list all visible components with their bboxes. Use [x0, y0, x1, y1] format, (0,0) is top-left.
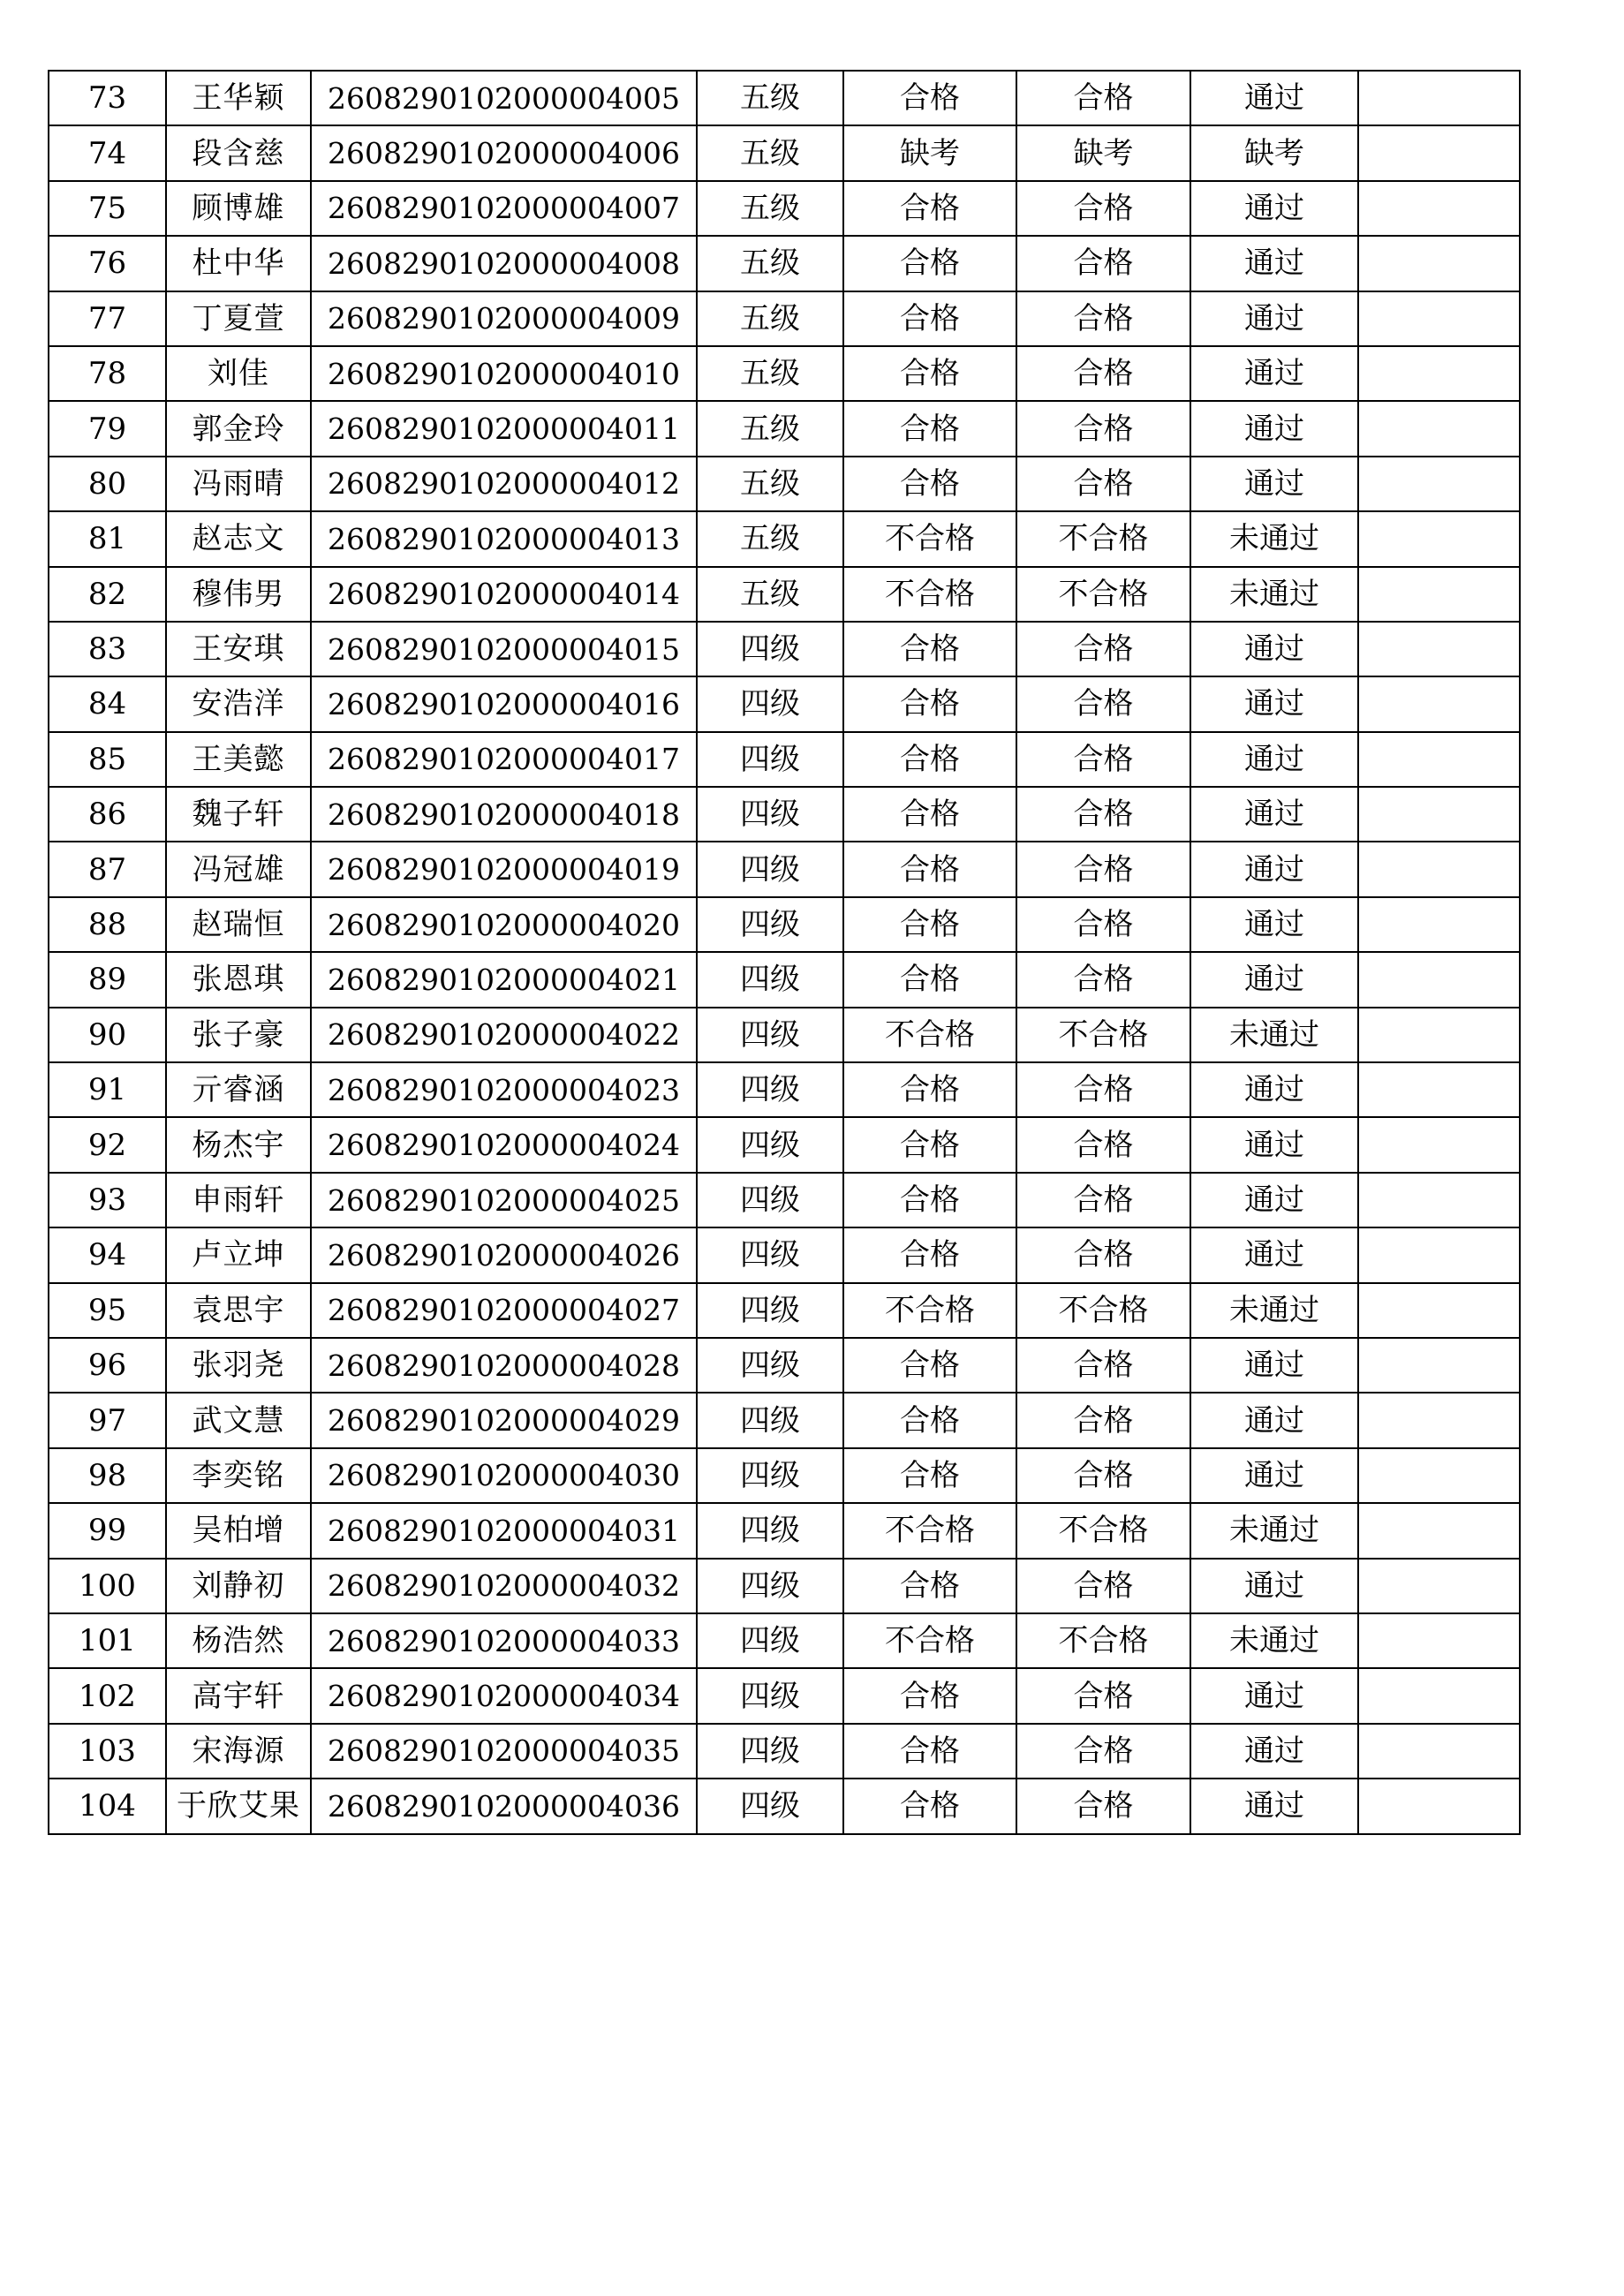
remarks-cell	[1358, 952, 1520, 1007]
row-number-cell: 100	[49, 1559, 166, 1613]
level-cell: 四级	[697, 952, 843, 1007]
remarks-cell	[1358, 1448, 1520, 1503]
theory-result-cell: 合格	[843, 1173, 1016, 1227]
final-result-cell: 未通过	[1190, 1613, 1358, 1668]
table-row	[49, 787, 1520, 842]
final-result-cell: 通过	[1190, 1117, 1358, 1172]
final-result-cell: 未通过	[1190, 567, 1358, 622]
candidate-id-cell: 2608290102000004005	[311, 71, 697, 125]
table-row	[49, 1008, 1520, 1062]
level-cell: 五级	[697, 346, 843, 401]
theory-result-cell: 不合格	[843, 1613, 1016, 1668]
skill-result-cell: 合格	[1016, 897, 1190, 952]
table-row	[49, 1668, 1520, 1723]
name-cell: 魏子轩	[166, 787, 311, 842]
row-number-cell: 92	[49, 1117, 166, 1172]
candidate-id-cell: 2608290102000004028	[311, 1338, 697, 1393]
skill-result-cell: 合格	[1016, 1668, 1190, 1723]
table-row	[49, 897, 1520, 952]
remarks-cell	[1358, 1613, 1520, 1668]
theory-result-cell: 合格	[843, 787, 1016, 842]
candidate-id-cell: 2608290102000004034	[311, 1668, 697, 1723]
name-cell: 卢立坤	[166, 1227, 311, 1282]
results-body	[49, 71, 1520, 1834]
row-number-cell: 80	[49, 457, 166, 511]
theory-result-cell: 合格	[843, 236, 1016, 291]
level-cell: 五级	[697, 125, 843, 180]
name-cell: 武文慧	[166, 1393, 311, 1447]
row-number-cell: 89	[49, 952, 166, 1007]
name-cell: 郭金玲	[166, 401, 311, 456]
table-row	[49, 676, 1520, 731]
table-row	[49, 1724, 1520, 1779]
final-result-cell: 通过	[1190, 1393, 1358, 1447]
skill-result-cell: 缺考	[1016, 125, 1190, 180]
skill-result-cell: 合格	[1016, 346, 1190, 401]
row-number-cell: 77	[49, 291, 166, 346]
skill-result-cell: 合格	[1016, 1117, 1190, 1172]
name-cell: 李奕铭	[166, 1448, 311, 1503]
table-row	[49, 125, 1520, 180]
level-cell: 四级	[697, 1338, 843, 1393]
name-cell: 丁夏萱	[166, 291, 311, 346]
theory-result-cell: 合格	[843, 401, 1016, 456]
skill-result-cell: 合格	[1016, 622, 1190, 676]
level-cell: 四级	[697, 1062, 843, 1117]
skill-result-cell: 合格	[1016, 291, 1190, 346]
skill-result-cell: 合格	[1016, 71, 1190, 125]
table-row	[49, 622, 1520, 676]
table-row	[49, 1779, 1520, 1833]
row-number-cell: 104	[49, 1779, 166, 1833]
level-cell: 四级	[697, 842, 843, 896]
row-number-cell: 74	[49, 125, 166, 180]
theory-result-cell: 合格	[843, 622, 1016, 676]
level-cell: 五级	[697, 457, 843, 511]
row-number-cell: 102	[49, 1668, 166, 1723]
level-cell: 四级	[697, 1393, 843, 1447]
skill-result-cell: 合格	[1016, 1173, 1190, 1227]
candidate-id-cell: 2608290102000004032	[311, 1559, 697, 1613]
remarks-cell	[1358, 732, 1520, 787]
theory-result-cell: 合格	[843, 181, 1016, 236]
remarks-cell	[1358, 511, 1520, 566]
candidate-id-cell: 2608290102000004012	[311, 457, 697, 511]
remarks-cell	[1358, 1724, 1520, 1779]
skill-result-cell: 合格	[1016, 1338, 1190, 1393]
name-cell: 王美懿	[166, 732, 311, 787]
candidate-id-cell: 2608290102000004014	[311, 567, 697, 622]
candidate-id-cell: 2608290102000004017	[311, 732, 697, 787]
table-row	[49, 1613, 1520, 1668]
final-result-cell: 通过	[1190, 1779, 1358, 1833]
candidate-id-cell: 2608290102000004010	[311, 346, 697, 401]
candidate-id-cell: 2608290102000004021	[311, 952, 697, 1007]
theory-result-cell: 缺考	[843, 125, 1016, 180]
name-cell: 刘静初	[166, 1559, 311, 1613]
table-row	[49, 567, 1520, 622]
name-cell: 顾博雄	[166, 181, 311, 236]
remarks-cell	[1358, 787, 1520, 842]
theory-result-cell: 合格	[843, 1393, 1016, 1447]
final-result-cell: 通过	[1190, 1724, 1358, 1779]
theory-result-cell: 合格	[843, 1448, 1016, 1503]
row-number-cell: 73	[49, 71, 166, 125]
final-result-cell: 通过	[1190, 181, 1358, 236]
level-cell: 五级	[697, 401, 843, 456]
name-cell: 张羽尧	[166, 1338, 311, 1393]
skill-result-cell: 合格	[1016, 1559, 1190, 1613]
skill-result-cell: 合格	[1016, 457, 1190, 511]
candidate-id-cell: 2608290102000004006	[311, 125, 697, 180]
row-number-cell: 98	[49, 1448, 166, 1503]
theory-result-cell: 合格	[843, 952, 1016, 1007]
remarks-cell	[1358, 1227, 1520, 1282]
theory-result-cell: 合格	[843, 676, 1016, 731]
row-number-cell: 101	[49, 1613, 166, 1668]
level-cell: 五级	[697, 181, 843, 236]
skill-result-cell: 合格	[1016, 1227, 1190, 1282]
remarks-cell	[1358, 346, 1520, 401]
name-cell: 吴柏增	[166, 1503, 311, 1558]
table-row	[49, 1117, 1520, 1172]
final-result-cell: 通过	[1190, 1448, 1358, 1503]
final-result-cell: 通过	[1190, 346, 1358, 401]
name-cell: 冯雨晴	[166, 457, 311, 511]
level-cell: 五级	[697, 291, 843, 346]
level-cell: 四级	[697, 1227, 843, 1282]
level-cell: 四级	[697, 897, 843, 952]
level-cell: 五级	[697, 71, 843, 125]
name-cell: 安浩洋	[166, 676, 311, 731]
final-result-cell: 通过	[1190, 457, 1358, 511]
table-row	[49, 952, 1520, 1007]
row-number-cell: 90	[49, 1008, 166, 1062]
row-number-cell: 99	[49, 1503, 166, 1558]
name-cell: 赵瑞恒	[166, 897, 311, 952]
skill-result-cell: 合格	[1016, 842, 1190, 896]
remarks-cell	[1358, 622, 1520, 676]
candidate-id-cell: 2608290102000004031	[311, 1503, 697, 1558]
remarks-cell	[1358, 1173, 1520, 1227]
final-result-cell: 通过	[1190, 1559, 1358, 1613]
name-cell: 刘佳	[166, 346, 311, 401]
name-cell: 申雨轩	[166, 1173, 311, 1227]
skill-result-cell: 合格	[1016, 952, 1190, 1007]
table-row	[49, 511, 1520, 566]
skill-result-cell: 合格	[1016, 181, 1190, 236]
row-number-cell: 95	[49, 1283, 166, 1338]
remarks-cell	[1358, 1062, 1520, 1117]
row-number-cell: 83	[49, 622, 166, 676]
final-result-cell: 未通过	[1190, 511, 1358, 566]
candidate-id-cell: 2608290102000004022	[311, 1008, 697, 1062]
skill-result-cell: 合格	[1016, 236, 1190, 291]
final-result-cell: 通过	[1190, 1338, 1358, 1393]
final-result-cell: 通过	[1190, 676, 1358, 731]
table-row	[49, 236, 1520, 291]
row-number-cell: 84	[49, 676, 166, 731]
row-number-cell: 87	[49, 842, 166, 896]
name-cell: 于欣艾果	[166, 1779, 311, 1833]
final-result-cell: 未通过	[1190, 1503, 1358, 1558]
remarks-cell	[1358, 291, 1520, 346]
table-row	[49, 1173, 1520, 1227]
final-result-cell: 通过	[1190, 1062, 1358, 1117]
candidate-id-cell: 2608290102000004036	[311, 1779, 697, 1833]
theory-result-cell: 不合格	[843, 1283, 1016, 1338]
table-row	[49, 1559, 1520, 1613]
row-number-cell: 91	[49, 1062, 166, 1117]
table-row	[49, 346, 1520, 401]
candidate-id-cell: 2608290102000004029	[311, 1393, 697, 1447]
remarks-cell	[1358, 1779, 1520, 1833]
theory-result-cell: 合格	[843, 1559, 1016, 1613]
row-number-cell: 79	[49, 401, 166, 456]
level-cell: 五级	[697, 567, 843, 622]
level-cell: 四级	[697, 1008, 843, 1062]
theory-result-cell: 合格	[843, 1062, 1016, 1117]
remarks-cell	[1358, 125, 1520, 180]
final-result-cell: 未通过	[1190, 1283, 1358, 1338]
skill-result-cell: 合格	[1016, 1448, 1190, 1503]
row-number-cell: 88	[49, 897, 166, 952]
candidate-id-cell: 2608290102000004033	[311, 1613, 697, 1668]
remarks-cell	[1358, 1668, 1520, 1723]
theory-result-cell: 合格	[843, 457, 1016, 511]
table-row	[49, 1283, 1520, 1338]
name-cell: 赵志文	[166, 511, 311, 566]
candidate-id-cell: 2608290102000004027	[311, 1283, 697, 1338]
candidate-id-cell: 2608290102000004008	[311, 236, 697, 291]
skill-result-cell: 不合格	[1016, 511, 1190, 566]
theory-result-cell: 合格	[843, 842, 1016, 896]
candidate-id-cell: 2608290102000004025	[311, 1173, 697, 1227]
final-result-cell: 通过	[1190, 71, 1358, 125]
name-cell: 张子豪	[166, 1008, 311, 1062]
remarks-cell	[1358, 1503, 1520, 1558]
remarks-cell	[1358, 1117, 1520, 1172]
remarks-cell	[1358, 236, 1520, 291]
name-cell: 张恩琪	[166, 952, 311, 1007]
theory-result-cell: 合格	[843, 291, 1016, 346]
row-number-cell: 93	[49, 1173, 166, 1227]
skill-result-cell: 合格	[1016, 676, 1190, 731]
candidate-id-cell: 2608290102000004018	[311, 787, 697, 842]
skill-result-cell: 合格	[1016, 1724, 1190, 1779]
table-row	[49, 842, 1520, 896]
name-cell: 亓睿涵	[166, 1062, 311, 1117]
candidate-id-cell: 2608290102000004016	[311, 676, 697, 731]
row-number-cell: 97	[49, 1393, 166, 1447]
final-result-cell: 通过	[1190, 1227, 1358, 1282]
table-row	[49, 1338, 1520, 1393]
level-cell: 五级	[697, 511, 843, 566]
candidate-id-cell: 2608290102000004026	[311, 1227, 697, 1282]
level-cell: 四级	[697, 1559, 843, 1613]
name-cell: 王安琪	[166, 622, 311, 676]
candidate-id-cell: 2608290102000004020	[311, 897, 697, 952]
skill-result-cell: 不合格	[1016, 1008, 1190, 1062]
final-result-cell: 通过	[1190, 1668, 1358, 1723]
theory-result-cell: 合格	[843, 1338, 1016, 1393]
skill-result-cell: 不合格	[1016, 1503, 1190, 1558]
name-cell: 杜中华	[166, 236, 311, 291]
row-number-cell: 82	[49, 567, 166, 622]
row-number-cell: 86	[49, 787, 166, 842]
level-cell: 四级	[697, 1117, 843, 1172]
theory-result-cell: 合格	[843, 1117, 1016, 1172]
remarks-cell	[1358, 1393, 1520, 1447]
candidate-id-cell: 2608290102000004011	[311, 401, 697, 456]
theory-result-cell: 合格	[843, 1227, 1016, 1282]
skill-result-cell: 不合格	[1016, 1613, 1190, 1668]
remarks-cell	[1358, 897, 1520, 952]
remarks-cell	[1358, 842, 1520, 896]
level-cell: 四级	[697, 1448, 843, 1503]
candidate-id-cell: 2608290102000004015	[311, 622, 697, 676]
skill-result-cell: 合格	[1016, 1393, 1190, 1447]
row-number-cell: 85	[49, 732, 166, 787]
name-cell: 杨浩然	[166, 1613, 311, 1668]
table-row	[49, 71, 1520, 125]
final-result-cell: 通过	[1190, 622, 1358, 676]
candidate-id-cell: 2608290102000004030	[311, 1448, 697, 1503]
theory-result-cell: 合格	[843, 346, 1016, 401]
final-result-cell: 通过	[1190, 732, 1358, 787]
remarks-cell	[1358, 181, 1520, 236]
skill-result-cell: 合格	[1016, 1779, 1190, 1833]
remarks-cell	[1358, 457, 1520, 511]
level-cell: 四级	[697, 1173, 843, 1227]
candidate-id-cell: 2608290102000004024	[311, 1117, 697, 1172]
candidate-id-cell: 2608290102000004009	[311, 291, 697, 346]
candidate-id-cell: 2608290102000004007	[311, 181, 697, 236]
name-cell: 宋海源	[166, 1724, 311, 1779]
name-cell: 王华颖	[166, 71, 311, 125]
skill-result-cell: 合格	[1016, 1062, 1190, 1117]
row-number-cell: 81	[49, 511, 166, 566]
level-cell: 五级	[697, 236, 843, 291]
row-number-cell: 75	[49, 181, 166, 236]
level-cell: 四级	[697, 1283, 843, 1338]
theory-result-cell: 合格	[843, 1724, 1016, 1779]
skill-result-cell: 合格	[1016, 401, 1190, 456]
final-result-cell: 缺考	[1190, 125, 1358, 180]
remarks-cell	[1358, 676, 1520, 731]
table-row	[49, 1448, 1520, 1503]
level-cell: 四级	[697, 732, 843, 787]
name-cell: 冯冠雄	[166, 842, 311, 896]
remarks-cell	[1358, 71, 1520, 125]
final-result-cell: 通过	[1190, 401, 1358, 456]
table-row	[49, 1227, 1520, 1282]
final-result-cell: 未通过	[1190, 1008, 1358, 1062]
remarks-cell	[1358, 1283, 1520, 1338]
row-number-cell: 94	[49, 1227, 166, 1282]
level-cell: 四级	[697, 1503, 843, 1558]
remarks-cell	[1358, 401, 1520, 456]
candidate-id-cell: 2608290102000004013	[311, 511, 697, 566]
table-row	[49, 457, 1520, 511]
skill-result-cell: 合格	[1016, 787, 1190, 842]
table-row	[49, 291, 1520, 346]
level-cell: 四级	[697, 1779, 843, 1833]
level-cell: 四级	[697, 1613, 843, 1668]
results-table	[48, 70, 1521, 1835]
table-row	[49, 1503, 1520, 1558]
theory-result-cell: 合格	[843, 1779, 1016, 1833]
final-result-cell: 通过	[1190, 1173, 1358, 1227]
theory-result-cell: 合格	[843, 71, 1016, 125]
name-cell: 高宇轩	[166, 1668, 311, 1723]
level-cell: 四级	[697, 676, 843, 731]
final-result-cell: 通过	[1190, 291, 1358, 346]
name-cell: 杨杰宇	[166, 1117, 311, 1172]
final-result-cell: 通过	[1190, 952, 1358, 1007]
candidate-id-cell: 2608290102000004035	[311, 1724, 697, 1779]
table-row	[49, 401, 1520, 456]
theory-result-cell: 合格	[843, 1668, 1016, 1723]
skill-result-cell: 不合格	[1016, 1283, 1190, 1338]
theory-result-cell: 合格	[843, 897, 1016, 952]
row-number-cell: 103	[49, 1724, 166, 1779]
remarks-cell	[1358, 1008, 1520, 1062]
candidate-id-cell: 2608290102000004023	[311, 1062, 697, 1117]
level-cell: 四级	[697, 622, 843, 676]
level-cell: 四级	[697, 1668, 843, 1723]
remarks-cell	[1358, 1338, 1520, 1393]
final-result-cell: 通过	[1190, 236, 1358, 291]
theory-result-cell: 合格	[843, 732, 1016, 787]
row-number-cell: 96	[49, 1338, 166, 1393]
final-result-cell: 通过	[1190, 787, 1358, 842]
table-row	[49, 181, 1520, 236]
final-result-cell: 通过	[1190, 842, 1358, 896]
row-number-cell: 78	[49, 346, 166, 401]
theory-result-cell: 不合格	[843, 1008, 1016, 1062]
table-row	[49, 1393, 1520, 1447]
level-cell: 四级	[697, 1724, 843, 1779]
final-result-cell: 通过	[1190, 897, 1358, 952]
skill-result-cell: 合格	[1016, 732, 1190, 787]
theory-result-cell: 不合格	[843, 1503, 1016, 1558]
skill-result-cell: 不合格	[1016, 567, 1190, 622]
theory-result-cell: 不合格	[843, 567, 1016, 622]
name-cell: 段含慈	[166, 125, 311, 180]
name-cell: 袁思宇	[166, 1283, 311, 1338]
level-cell: 四级	[697, 787, 843, 842]
row-number-cell: 76	[49, 236, 166, 291]
name-cell: 穆伟男	[166, 567, 311, 622]
remarks-cell	[1358, 567, 1520, 622]
remarks-cell	[1358, 1559, 1520, 1613]
candidate-id-cell: 2608290102000004019	[311, 842, 697, 896]
table-row	[49, 1062, 1520, 1117]
theory-result-cell: 不合格	[843, 511, 1016, 566]
table-row	[49, 732, 1520, 787]
